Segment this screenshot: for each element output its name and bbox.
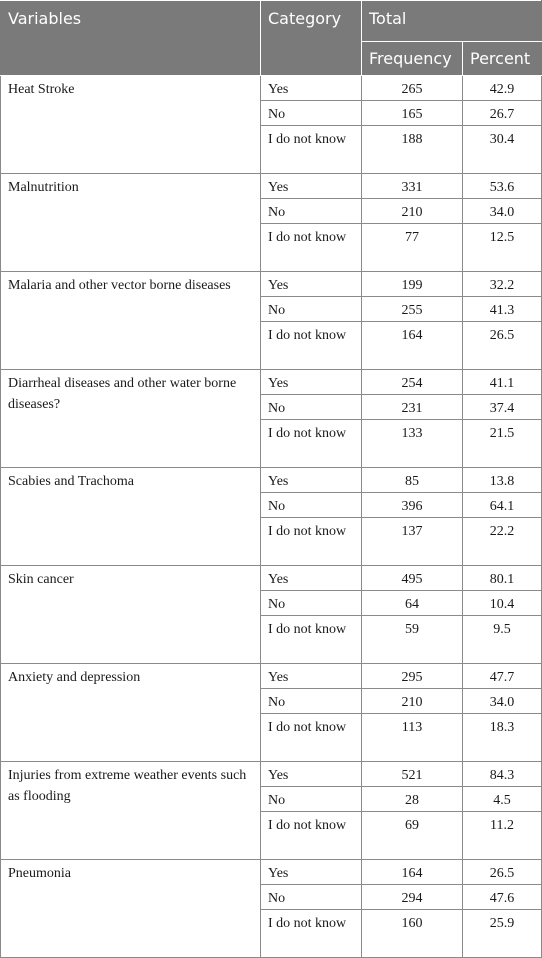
variable-cell: Malnutrition	[1, 174, 261, 272]
table-row	[1, 76, 542, 101]
table-row	[1, 174, 542, 199]
frequency-cell: 64	[362, 591, 463, 616]
category-cell: I do not know	[261, 616, 362, 664]
frequency-cell: 137	[362, 518, 463, 566]
frequency-cell: 160	[362, 910, 463, 958]
header-total: Total	[362, 1, 542, 42]
table-row	[1, 370, 542, 395]
percent-cell: 47.7	[463, 664, 542, 689]
table-row	[1, 468, 542, 493]
percent-cell: 13.8	[463, 468, 542, 493]
header-frequency: Frequency	[362, 42, 463, 76]
category-cell: Yes	[261, 664, 362, 689]
header-category: Category	[261, 1, 362, 76]
table-row	[1, 272, 542, 297]
frequency-cell: 199	[362, 272, 463, 297]
category-cell: Yes	[261, 860, 362, 885]
frequency-cell: 165	[362, 101, 463, 126]
table-body	[1, 76, 542, 958]
frequency-cell: 69	[362, 812, 463, 860]
category-cell: Yes	[261, 468, 362, 493]
frequency-cell: 164	[362, 860, 463, 885]
percent-cell: 26.7	[463, 101, 542, 126]
percent-cell: 80.1	[463, 566, 542, 591]
percent-cell: 25.9	[463, 910, 542, 958]
category-cell: No	[261, 689, 362, 714]
frequency-cell: 164	[362, 322, 463, 370]
frequency-cell: 113	[362, 714, 463, 762]
percent-cell: 41.1	[463, 370, 542, 395]
percent-cell: 41.3	[463, 297, 542, 322]
percent-cell: 18.3	[463, 714, 542, 762]
percent-cell: 10.4	[463, 591, 542, 616]
percent-cell: 47.6	[463, 885, 542, 910]
category-cell: Yes	[261, 566, 362, 591]
category-cell: I do not know	[261, 224, 362, 272]
percent-cell: 9.5	[463, 616, 542, 664]
variable-cell: Scabies and Trachoma	[1, 468, 261, 566]
variable-cell: Pneumonia	[1, 860, 261, 958]
category-cell: Yes	[261, 370, 362, 395]
frequency-cell: 59	[362, 616, 463, 664]
category-cell: I do not know	[261, 518, 362, 566]
variable-cell: Malaria and other vector borne diseases	[1, 272, 261, 370]
frequency-cell: 28	[362, 787, 463, 812]
percent-cell: 26.5	[463, 860, 542, 885]
variable-cell: Injuries from extreme weather events such as flooding	[1, 762, 261, 860]
frequency-cell: 210	[362, 199, 463, 224]
table-row	[1, 664, 542, 689]
percent-cell: 34.0	[463, 199, 542, 224]
percent-cell: 11.2	[463, 812, 542, 860]
table-header	[1, 1, 542, 76]
frequency-cell: 210	[362, 689, 463, 714]
category-cell: I do not know	[261, 714, 362, 762]
percent-cell: 22.2	[463, 518, 542, 566]
variable-cell: Heat Stroke	[1, 76, 261, 174]
percent-cell: 84.3	[463, 762, 542, 787]
header-variables: Variables	[1, 1, 261, 76]
percent-cell: 37.4	[463, 395, 542, 420]
percent-cell: 34.0	[463, 689, 542, 714]
percent-cell: 26.5	[463, 322, 542, 370]
category-cell: No	[261, 591, 362, 616]
category-cell: Yes	[261, 762, 362, 787]
variable-cell: Anxiety and depression	[1, 664, 261, 762]
frequency-cell: 85	[362, 468, 463, 493]
category-cell: I do not know	[261, 322, 362, 370]
category-cell: I do not know	[261, 126, 362, 174]
category-cell: No	[261, 493, 362, 518]
table-row	[1, 860, 542, 885]
frequency-cell: 133	[362, 420, 463, 468]
percent-cell: 32.2	[463, 272, 542, 297]
frequency-cell: 396	[362, 493, 463, 518]
frequency-cell: 295	[362, 664, 463, 689]
percent-cell: 64.1	[463, 493, 542, 518]
category-cell: No	[261, 885, 362, 910]
percent-cell: 21.5	[463, 420, 542, 468]
percent-cell: 4.5	[463, 787, 542, 812]
percent-cell: 42.9	[463, 76, 542, 101]
variable-cell: Skin cancer	[1, 566, 261, 664]
percent-cell: 53.6	[463, 174, 542, 199]
percent-cell: 12.5	[463, 224, 542, 272]
category-cell: No	[261, 101, 362, 126]
category-cell: No	[261, 297, 362, 322]
frequency-cell: 188	[362, 126, 463, 174]
percent-cell: 30.4	[463, 126, 542, 174]
table-row	[1, 566, 542, 591]
category-cell: I do not know	[261, 812, 362, 860]
category-cell: No	[261, 787, 362, 812]
category-cell: Yes	[261, 272, 362, 297]
frequency-cell: 495	[362, 566, 463, 591]
category-cell: I do not know	[261, 910, 362, 958]
frequency-cell: 294	[362, 885, 463, 910]
frequency-cell: 521	[362, 762, 463, 787]
category-cell: Yes	[261, 76, 362, 101]
category-cell: Yes	[261, 174, 362, 199]
category-cell: I do not know	[261, 420, 362, 468]
frequency-cell: 231	[362, 395, 463, 420]
frequency-cell: 331	[362, 174, 463, 199]
category-cell: No	[261, 395, 362, 420]
frequency-cell: 254	[362, 370, 463, 395]
frequency-cell: 255	[362, 297, 463, 322]
header-percent: Percent	[463, 42, 542, 76]
variable-cell: Diarrheal diseases and other water borne diseases?	[1, 370, 261, 468]
frequency-cell: 265	[362, 76, 463, 101]
frequency-cell: 77	[362, 224, 463, 272]
category-cell: No	[261, 199, 362, 224]
table-row	[1, 762, 542, 787]
